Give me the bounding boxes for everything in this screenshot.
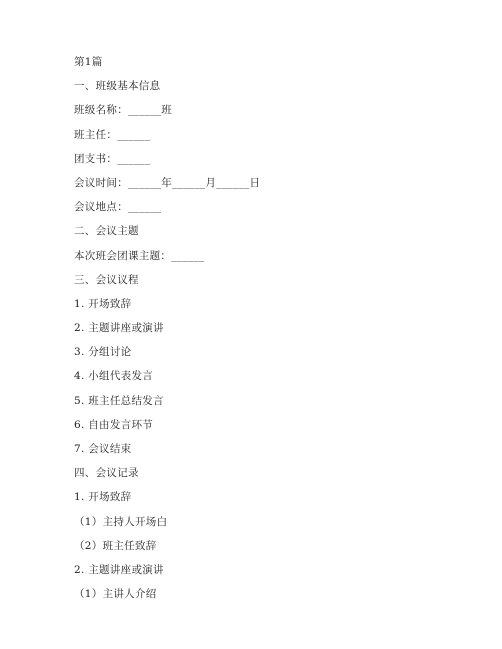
agenda-item: 5. 班主任总结发言: [74, 394, 164, 407]
section-heading-topic: 二、会议主题: [74, 225, 139, 238]
field-league-secretary: 团支书：______: [74, 152, 151, 165]
agenda-item: 6. 自由发言环节: [74, 418, 154, 431]
minutes-subitem: （1）主持人开场白: [74, 515, 168, 528]
agenda-item: 1. 开场致辞: [74, 297, 132, 310]
minutes-item: 1. 开场致辞: [74, 491, 132, 504]
minutes-subitem: （1）主讲人介绍: [74, 588, 157, 601]
agenda-item: 4. 小组代表发言: [74, 370, 154, 383]
agenda-item: 7. 会议结束: [74, 443, 132, 455]
section-heading-class-info: 一、班级基本信息: [74, 80, 161, 93]
agenda-item: 3. 分组讨论: [74, 346, 132, 359]
chapter-heading: 第1篇: [74, 56, 103, 68]
field-class-name: 班级名称：______班: [74, 104, 173, 117]
field-topic: 本次班会团课主题：______: [74, 249, 205, 262]
agenda-item: 2. 主题讲座或演讲: [74, 322, 164, 335]
minutes-subitem: （2）班主任致辞: [74, 539, 157, 552]
field-meeting-time: 会议时间：______年______月______日: [74, 176, 261, 189]
document-page: [74, 56, 474, 612]
minutes-item: 2. 主题讲座或演讲: [74, 563, 164, 576]
field-head-teacher: 班主任：______: [74, 128, 151, 141]
field-meeting-location: 会议地点：______: [74, 201, 162, 214]
section-heading-minutes: 四、会议记录: [74, 467, 139, 480]
section-heading-agenda: 三、会议议程: [74, 273, 139, 286]
